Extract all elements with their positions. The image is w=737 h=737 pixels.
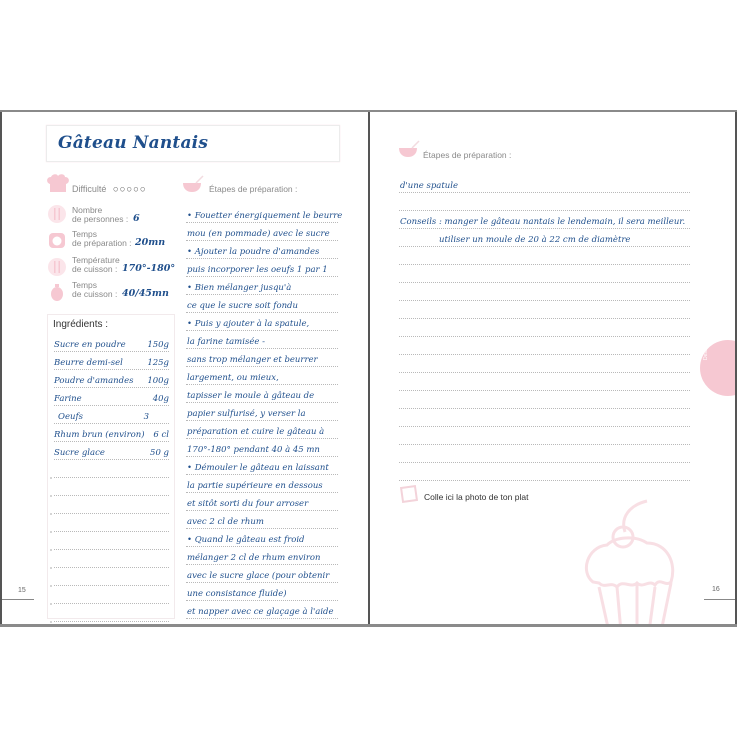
step-line: • Quand le gâteau est froid — [186, 528, 338, 547]
ingredient-row: Oeufs 3 — [54, 405, 169, 424]
difficulty — [72, 184, 147, 195]
step-line: avec 2 cl de rhum — [186, 510, 338, 529]
ingredient-row: Sucre glace 50 g — [54, 441, 169, 460]
ingredient-row: Farine 40g — [54, 387, 169, 406]
page-number-right: 16 — [712, 586, 720, 593]
right-page — [370, 112, 737, 624]
page-number-left: 15 — [18, 587, 26, 594]
step-line: d'une spatule — [399, 174, 690, 193]
page-number-rule — [2, 599, 34, 600]
thermometer-icon — [47, 257, 67, 277]
step-line: papier sulfurisé, y verser la — [186, 402, 338, 421]
prep-time-value: 20mn — [135, 237, 166, 248]
step-line: puis incorporer les oeufs 1 par 1 — [186, 258, 338, 277]
step-line — [399, 408, 690, 427]
ingredients-title: Ingrédients : — [53, 319, 109, 330]
ingredient-row: Rhum brun (environ) 6 cl — [54, 423, 169, 442]
left-page — [0, 112, 369, 624]
step-line: et napper avec ce glaçage à l'aide — [186, 600, 338, 619]
prep-time-label: Temps de préparation : — [72, 229, 132, 248]
step-line: la farine tamisée - — [186, 330, 338, 349]
mixing-bowl-icon — [398, 140, 420, 158]
hourglass-icon — [47, 282, 67, 302]
timer-icon — [47, 230, 67, 250]
ingredient-row: Beurre demi-sel 125g — [54, 351, 169, 370]
steps-heading: Étapes de préparation : — [209, 184, 298, 194]
cupcake-illustration-icon — [575, 497, 695, 624]
step-line — [399, 192, 690, 211]
step-line — [399, 426, 690, 445]
ingredient-row-empty — [54, 603, 169, 622]
step-line: ce que le sucre soit fondu — [186, 294, 338, 313]
step-line: tapisser le moule à gâteau de — [186, 384, 338, 403]
step-line: sans trop mélanger et beurrer — [186, 348, 338, 367]
step-line — [399, 318, 690, 337]
step-line: mélanger 2 cl de rhum environ — [186, 546, 338, 565]
cook-temp-value: 170°-180° — [122, 263, 176, 274]
difficulty-label: Difficulté — [72, 184, 107, 194]
ingredient-row-empty — [54, 585, 169, 604]
step-line — [399, 336, 690, 355]
cook-time-value: 40/45mn — [122, 288, 169, 299]
step-line: utiliser un moule de 20 à 22 cm de diamètre — [399, 228, 690, 247]
servings-value: 6 — [133, 213, 140, 224]
servings-label: Nombre de personnes : — [72, 205, 129, 224]
ingredient-row: Poudre d'amandes 100g — [54, 369, 169, 388]
step-line: • Fouetter énergiquement le beurre — [186, 204, 338, 223]
ingredient-row-empty — [54, 477, 169, 496]
step-line — [399, 264, 690, 283]
steps-heading-continued: Étapes de préparation : — [423, 150, 512, 160]
difficulty-rating: ○○○○○ — [112, 184, 147, 195]
step-line — [399, 246, 690, 265]
cook-temp-label: Température de cuisson : — [72, 255, 120, 274]
ingredient-row-empty — [54, 513, 169, 532]
step-line: • Ajouter la poudre d'amandes — [186, 240, 338, 259]
ingredient-row-empty — [54, 567, 169, 586]
step-line: mou (en pommade) avec le sucre — [186, 222, 338, 241]
photo-placeholder-label: Colle ici la photo de ton plat — [424, 492, 529, 502]
step-line — [399, 390, 690, 409]
step-line: • Bien mélanger jusqu'à — [186, 276, 338, 295]
step-line: la partie supérieure en dessous — [186, 474, 338, 493]
ingredient-row-empty — [54, 549, 169, 568]
recipe-title: Gâteau Nantais — [58, 133, 209, 153]
ingredients-box — [47, 314, 175, 619]
mixing-bowl-icon — [182, 175, 204, 193]
step-line: avec le sucre glace (pour obtenir — [186, 564, 338, 583]
section-tab-label: Desserts — [703, 340, 709, 360]
step-line: • Puis y ajouter à la spatule, — [186, 312, 338, 331]
photo-frame-icon — [400, 485, 418, 503]
step-line: préparation et cuire le gâteau à — [186, 420, 338, 439]
step-line — [399, 300, 690, 319]
ingredient-row-empty — [54, 459, 169, 478]
cook-time-label: Temps de cuisson : — [72, 280, 118, 299]
step-line: une consistance fluide) — [186, 582, 338, 601]
page-number-rule — [704, 599, 736, 600]
ingredient-row: Sucre en poudre 150g — [54, 333, 169, 352]
ingredient-row-empty — [54, 531, 169, 550]
step-line — [399, 444, 690, 463]
book-spread — [0, 110, 737, 627]
chef-hat-icon — [46, 174, 70, 194]
step-line — [399, 282, 690, 301]
recipe-title-box — [46, 125, 340, 162]
fork-knife-icon — [47, 204, 67, 224]
step-line — [399, 354, 690, 373]
step-line — [399, 372, 690, 391]
step-line — [399, 462, 690, 481]
ingredient-row-empty — [54, 495, 169, 514]
step-line: largement, ou mieux, — [186, 366, 338, 385]
step-line: 170°-180° pendant 40 à 45 mn — [186, 438, 338, 457]
step-line: Conseils : manger le gâteau nantais le lendemain, il sera meilleur. — [399, 210, 690, 229]
step-line: • Démouler le gâteau en laissant — [186, 456, 338, 475]
step-line: et sitôt sorti du four arroser — [186, 492, 338, 511]
